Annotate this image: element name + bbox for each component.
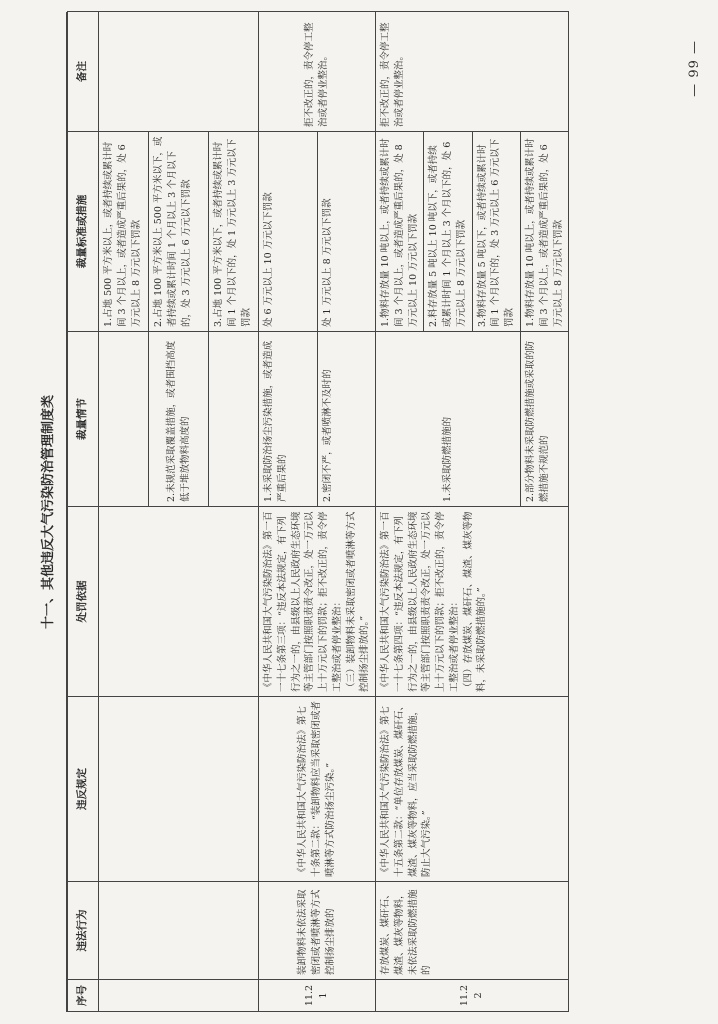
penalty-table — [67, 11, 569, 1012]
header-rule: 违反规定 — [68, 697, 99, 882]
cell-behavior: 存放煤炭、煤矸石、煤渣、煤灰等物料，未依法采取防燃措施的 — [376, 882, 569, 980]
cell-standard: 处 1 万元以上 8 万元以下罚款 — [317, 132, 376, 332]
cell-circumstance: 1.未采取防燃措施的 — [376, 332, 521, 507]
cell-seq: 11.22 — [376, 980, 569, 1012]
cell-standard: 1.占地 500 平方米以上，或者持续或累计时间 3 个月以上，或者造成严重后果的，处 6 万元以上 8 万元以下罚款 — [99, 132, 149, 332]
cell-remark — [99, 12, 259, 132]
cell-behavior: 装卸物料未依法采取密闭或者喷淋等方式控制扬尘排放的 — [259, 882, 376, 980]
header-remark: 备注 — [68, 12, 99, 132]
basis-paragraph: （四）存放煤炭、煤矸石、煤渣、煤灰等物料，未采取防燃措施的。” — [462, 511, 488, 692]
cell-standard: 处 6 万元以上 10 万元以下罚款 — [259, 132, 318, 332]
cell-standard: 3.物料存放量 5 吨以下，或者持续或累计时间 1 个月以下的，处 3 万元以上 6 万元以下罚款 — [472, 132, 520, 332]
cell-basis — [376, 507, 569, 697]
cell-standard: 2.料存放量 5 吨以上 10 吨以下，或者持续或累计时间 1 个月以上 3 个月以下的，处 6 万元以上 8 万元以下罚款 — [424, 132, 472, 332]
cell-standard: 1.物料存放量 10 吨以上，或者持续或累计时间 3 个月以上，或者造成严重后果的，处 6 万元以上 8 万元以下罚款 — [521, 132, 569, 332]
cell-circumstance: 2.部分物料未采取防燃措施或采取的防燃措施不规范的 — [521, 332, 569, 507]
cell-rule: 《中华人民共和国大气污染防治法》第七十条第二款：“装卸物料应当采取密闭或者喷淋等方式防治扬尘污染。” — [259, 697, 376, 882]
header-seq: 序号 — [68, 980, 99, 1012]
cell-standard: 2.占地 100 平方米以上 500 平方米以下，或者持续或累计时间 1 个月以上 3 个月以下的，处 3 万元以上 6 万元以下罚款 — [149, 132, 209, 332]
header-behavior: 违法行为 — [68, 882, 99, 980]
header-basis: 处罚依据 — [68, 507, 99, 697]
basis-paragraph: （三）装卸物料未采取密闭或者喷淋等方式控制扬尘排放的。” — [345, 511, 371, 692]
cell-seq — [99, 980, 259, 1012]
cell-remark: 拒不改正的，责令停工整治或者停业整治。 — [376, 12, 569, 132]
cell-basis — [99, 507, 259, 697]
cell-basis — [259, 507, 376, 697]
cell-circumstance — [209, 332, 259, 507]
basis-paragraph: 《中华人民共和国大气污染防治法》第一百一十七条第三项：“违反本法规定，有下列行为之一的，由县级以上人民政府生态环境等主管部门按照职责责令改正，处一万元以上十万元以下的罚款；拒不改正的，责令停工整治或者停业整治： — [263, 511, 343, 692]
table-row — [259, 12, 318, 1012]
document-sheet — [32, 12, 652, 1012]
header-circumstance: 裁量情节 — [68, 332, 99, 507]
cell-remark: 拒不改正的，责令停工整治或者停业整治。 — [259, 12, 376, 132]
cell-behavior — [99, 882, 259, 980]
section-title: 十一、其他违反大气污染防治管理制度类 — [32, 12, 67, 1012]
cell-standard: 1.物料存放量 10 吨以上，或者持续或累计时间 3 个月以上，或者造成严重后果的，处 8 万元以上 10 万元以下罚款 — [376, 132, 424, 332]
table-row — [376, 12, 424, 1012]
cell-circumstance: 1.未采取防治扬尘污染措施，或者造成严重后果的 — [259, 332, 318, 507]
table-header-row — [68, 12, 99, 1012]
cell-standard: 3.占地 100 平方米以下，或者持续或累计时间 1 个月以下的，处 1 万元以上 3 万元以下罚款 — [209, 132, 259, 332]
header-standard: 裁量标准或措施 — [68, 132, 99, 332]
cell-rule — [99, 697, 259, 882]
cell-circumstance: 2.密闭不严，或者喷淋不及时的 — [317, 332, 376, 507]
cell-rule: 《中华人民共和国大气污染防治法》第七十五条第二款：“单位存放煤炭、煤矸石、煤渣、煤灰等物料，应当采取防燃措施，防止大气污染。” — [376, 697, 569, 882]
cell-circumstance — [99, 332, 149, 507]
cell-circumstance: 2.未规范采取覆盖措施，或者围挡高度低于堆放物料高度的 — [149, 332, 209, 507]
table-row — [99, 12, 149, 1012]
basis-paragraph: 《中华人民共和国大气污染防治法》第一百一十七条第四项：“违反本法规定，有下列行为之一的，由县级以上人民政府生态环境等主管部门按照职责责令改正，处一万元以上十万元以下的罚款；拒不改正的，责令停工整治或者停业整治： — [380, 511, 460, 692]
cell-seq: 11.21 — [259, 980, 376, 1012]
page-number: — 99 — — [687, 40, 702, 97]
